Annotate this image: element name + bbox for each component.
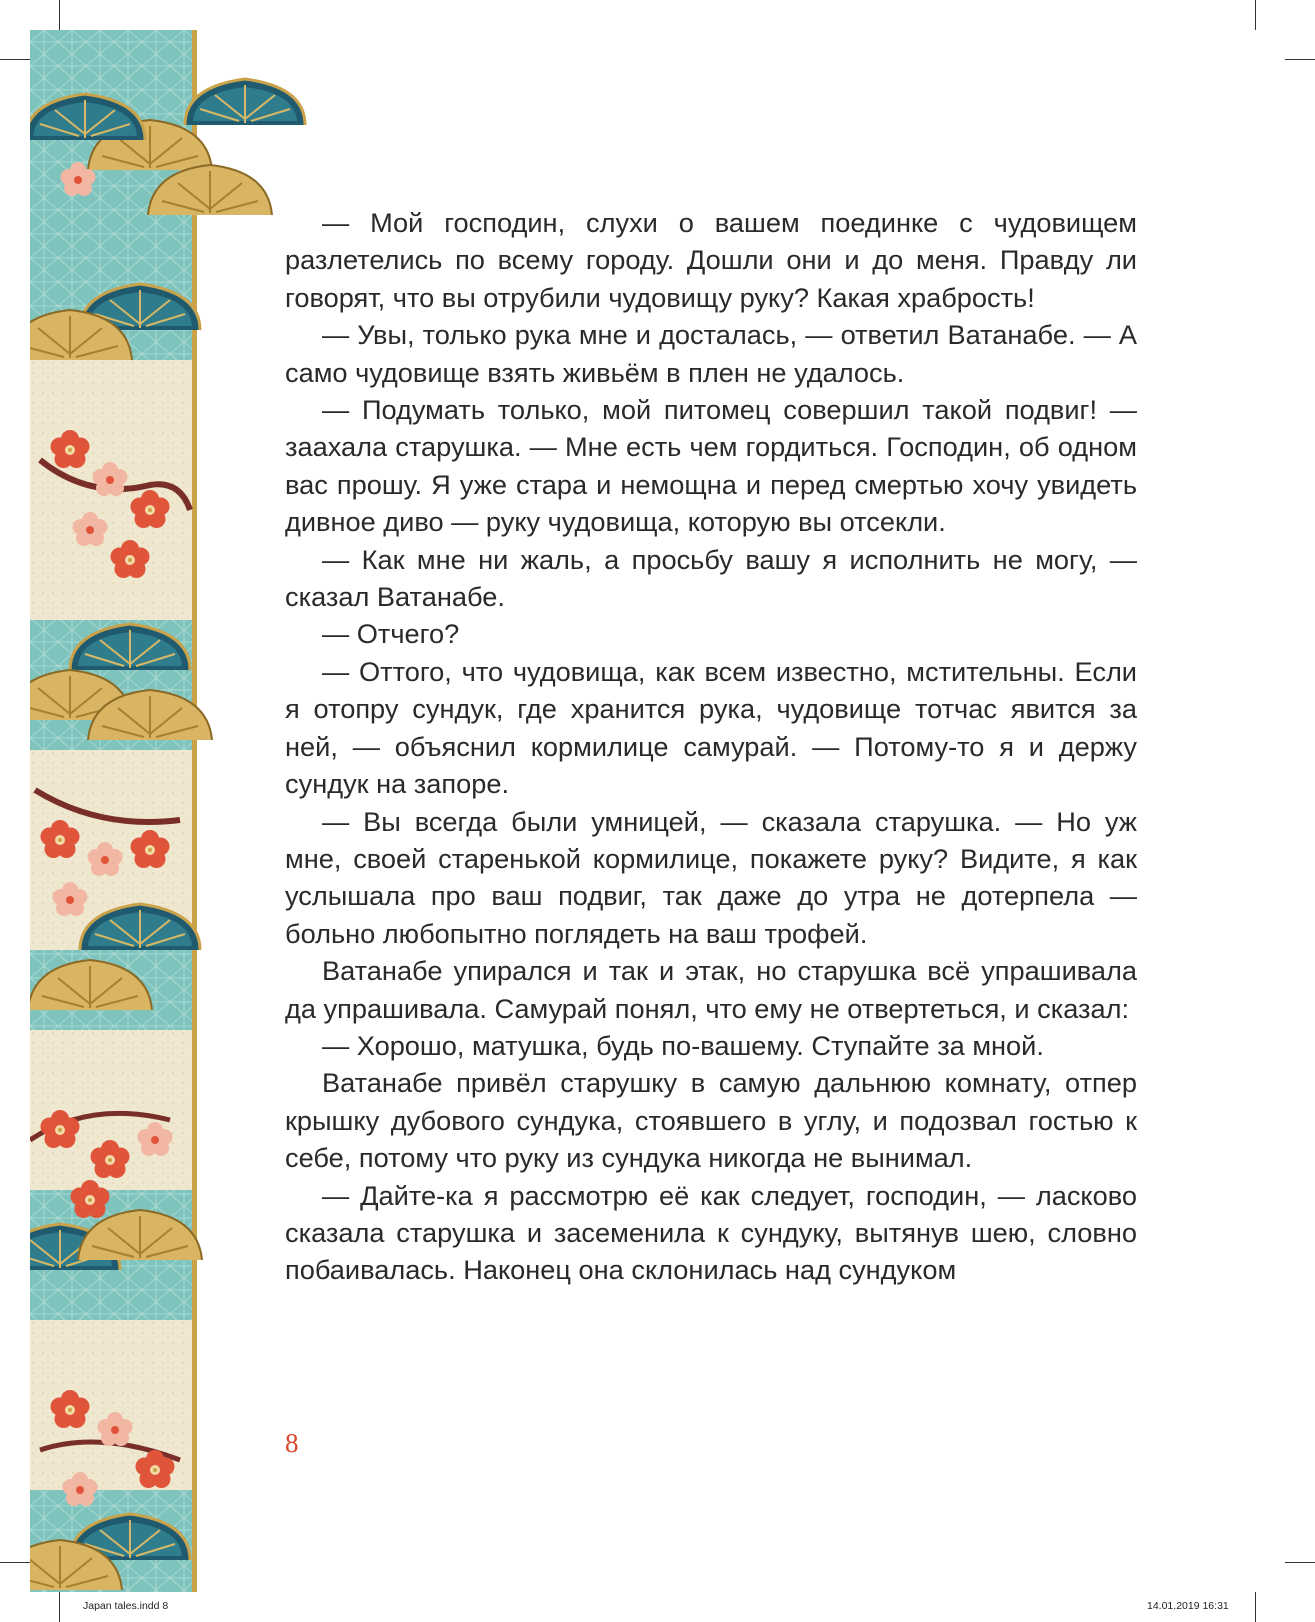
- slug-timestamp: 14.01.2019 16:31: [1147, 1600, 1229, 1612]
- paragraph: — Как мне ни жаль, а просьбу вашу я исполнить не могу, — сказал Ватанабе.: [285, 543, 1137, 613]
- crop-mark-bottom-right-h: [1285, 1562, 1315, 1563]
- crop-mark-top-left-h: [0, 59, 30, 60]
- paragraph: — Отчего?: [322, 618, 460, 650]
- story-text: [285, 204, 1137, 1289]
- slug-file-info: Japan tales.indd 8: [83, 1600, 169, 1612]
- crop-mark-bottom-left: [59, 1592, 60, 1622]
- ornamental-border: [30, 30, 310, 1592]
- crop-mark-bottom-left-h: [0, 1562, 30, 1563]
- paragraph: — Подумать только, мой питомец совершил такой подвиг! — заахала старушка. — Мне есть чем гордиться. Господин, об одном вас прошу. Я уже стара и немощна и перед смертью хочу увидеть дивное диво — руку чудовища, которую вы отсекли.: [285, 394, 1137, 538]
- crop-mark-bottom-right: [1255, 1592, 1256, 1622]
- crop-mark-top-right: [1255, 0, 1256, 30]
- paragraph: Ватанабе упирался и так и этак, но старушка всё упрашивала да упрашивала. Самурай понял, что ему не отвертеться, и сказал:: [285, 955, 1137, 1024]
- paragraph: — Мой господин, слухи о вашем поединке с чудовищем разлетелись по всему городу. Дошли они и до меня. Правду ли говорят, что вы отрубили чудовищу руку? Какая храбрость!: [285, 207, 1137, 313]
- crop-mark-top-right-h: [1285, 59, 1315, 60]
- paragraph: Ватанабе привёл старушку в самую дальнюю комнату, отпер крышку дубового сундука, стоявшего в углу, и подозвал гостью к себе, потому что руку из сундука никогда не вынимал.: [285, 1067, 1137, 1174]
- paragraph: — Оттого, что чудовища, как всем известно, мстительны. Если я отопру сундук, где хранится рука, чудовище тотчас явится за ней, — объяснил кормилице самурай. — Потому-то я и держу сундук на запоре.: [285, 655, 1137, 800]
- paragraph: — Увы, только рука мне и досталась, — ответил Ватанабе. — А само чудовище взять живьём в плен не удалось.: [285, 319, 1137, 388]
- paragraph: — Хорошо, матушка, будь по-вашему. Ступайте за мной.: [322, 1029, 1044, 1061]
- crop-mark-top-left: [59, 0, 60, 30]
- page-number: 8: [285, 1428, 299, 1458]
- paragraph: — Вы всегда были умницей, — сказала старушка. — Но уж мне, своей старенькой кормилице, покажете руку? Видите, я как услышала про ваш подвиг, так даже до утра не дотерпела — больно любопытно поглядеть на ваш трофей.: [285, 805, 1137, 949]
- paragraph: — Дайте-ка я рассмотрю её как следует, господин, — ласково сказала старушка и засеменила к сундуку, вытянув шею, словно побаивалась. Наконец она склонилась над сундуком: [285, 1179, 1137, 1286]
